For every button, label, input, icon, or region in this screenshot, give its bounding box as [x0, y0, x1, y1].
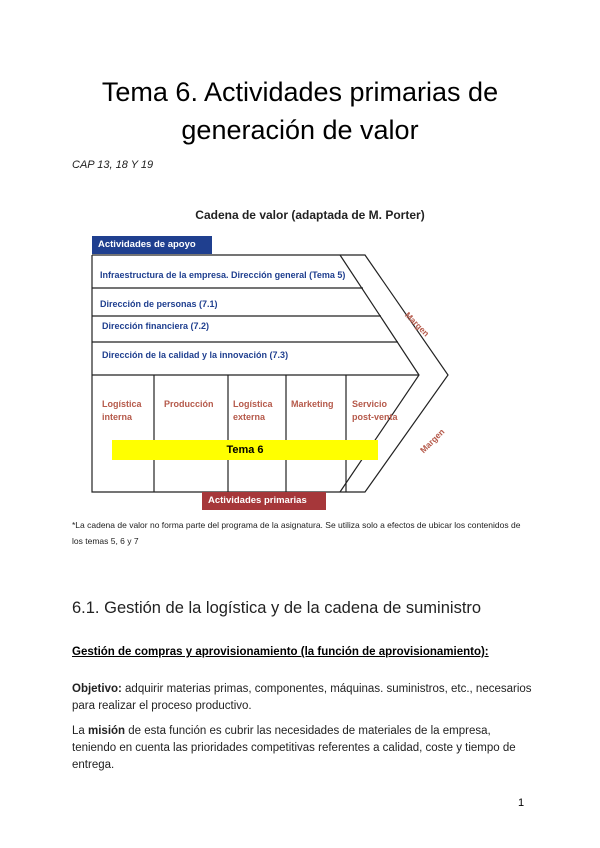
section-heading: 6.1. Gestión de la logística y de la cadena de suministro [72, 599, 482, 617]
support-row-infraestructura: Infraestructura de la empresa. Dirección general (Tema 5) [100, 270, 346, 280]
title-line-2: generación de valor [181, 115, 419, 145]
support-activities-tag: Actividades de apoyo [92, 236, 212, 254]
page-title [60, 73, 540, 149]
mision-paragraph: La misión de esta función es cubrir las necesidades de materiales de la empresa, teniendo en cuenta las prioridades competitivas referentes a calidad, coste y tiempo de entrega. [72, 725, 516, 771]
margin-label-top: Margen [402, 310, 432, 339]
objetivo-text: adquirir materias primas, componentes, máquinas. suministros, etc., necesarios para realizar el proceso productivo. [72, 683, 532, 712]
primary-col-produccion: Producción [164, 399, 214, 409]
mision-text: de esta función es cubrir las necesidades de materiales de la empresa, teniendo en cuenta las prioridades competitivas referentes a calidad, coste y tiempo de entrega. [72, 725, 516, 771]
primary-activities-tag: Actividades primarias [202, 492, 326, 510]
primary-col-marketing: Marketing [291, 399, 334, 409]
primary-col-logistica-interna: Logística interna [102, 399, 142, 422]
chapter-reference: CAP 13, 18 Y 19 [72, 159, 154, 171]
diagram-footnote: *La cadena de valor no forma parte del programa de la asignatura. Se utiliza solo a efectos de ubicar los contenidos de los temas 5, 6 y 7 [72, 520, 521, 546]
value-chain-diagram [80, 200, 540, 520]
support-row-personas: Dirección de personas (7.1) [100, 299, 218, 309]
margin-label-bottom: Margen [418, 426, 447, 456]
objetivo-label: Objetivo: [72, 683, 122, 695]
tema6-highlight: Tema 6 [112, 440, 378, 460]
diagram-title: Cadena de valor (adaptada de M. Porter) [195, 208, 425, 222]
primary-col-servicio-post-venta: Servicio post-venta [352, 399, 398, 422]
mision-term: misión [88, 725, 126, 737]
page-number: 1 [518, 797, 525, 809]
subheading: Gestión de compras y aprovisionamiento (la función de aprovisionamiento): [72, 646, 489, 658]
objetivo-paragraph [72, 681, 532, 715]
support-row-financiera: Dirección financiera (7.2) [102, 321, 210, 331]
primary-col-logistica-externa: Logística externa [233, 399, 273, 422]
title-line-1: Tema 6. Actividades primarias de [101, 77, 499, 107]
support-row-calidad: Dirección de la calidad y la innovación (7.3) [102, 350, 289, 360]
